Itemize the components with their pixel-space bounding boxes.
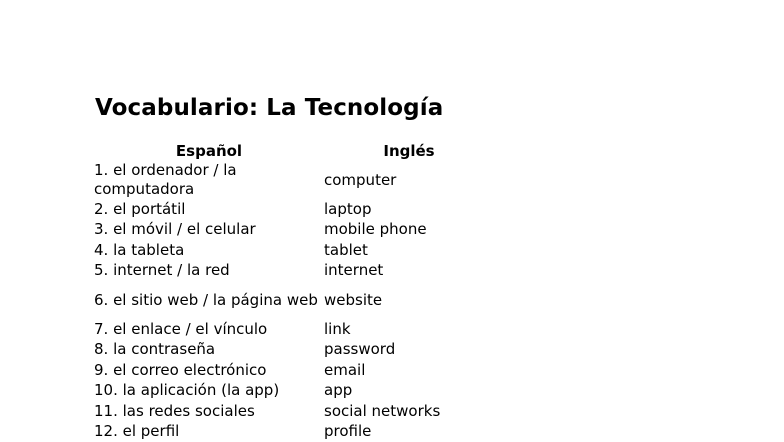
- table-row: [94, 319, 494, 340]
- english-term: tablet: [324, 240, 494, 261]
- english-term: computer: [324, 161, 494, 199]
- table-row: [94, 240, 494, 261]
- english-term: link: [324, 319, 494, 340]
- spanish-term: 7. el enlace / el vínculo: [94, 319, 324, 340]
- table-row: [94, 401, 494, 422]
- spanish-term: 9. el correo electrónico: [94, 360, 324, 381]
- spanish-term: 10. la aplicación (la app): [94, 381, 324, 402]
- table-row: [94, 199, 494, 220]
- table-row: [94, 340, 494, 361]
- header-english: Inglés: [324, 141, 494, 161]
- spanish-term: 8. la contraseña: [94, 340, 324, 361]
- table-row: [94, 161, 494, 199]
- table-row: [94, 281, 494, 319]
- english-term: mobile phone: [324, 220, 494, 241]
- spanish-term: 1. el ordenador / la computadora: [94, 161, 324, 199]
- english-term: email: [324, 360, 494, 381]
- english-term: laptop: [324, 199, 494, 220]
- table-row: [94, 220, 494, 241]
- spanish-term: 2. el portátil: [94, 199, 324, 220]
- spanish-term: 12. el perfil: [94, 422, 324, 442]
- english-term: password: [324, 340, 494, 361]
- spanish-term: 6. el sitio web / la página web: [94, 281, 324, 319]
- spanish-term: 5. internet / la red: [94, 261, 324, 282]
- english-term: profile: [324, 422, 494, 442]
- english-term: social networks: [324, 401, 494, 422]
- page-title: Vocabulario: La Tecnología: [95, 93, 443, 123]
- spanish-term: 3. el móvil / el celular: [94, 220, 324, 241]
- header-spanish: Español: [94, 141, 324, 161]
- table-row: [94, 381, 494, 402]
- spanish-term: 11. las redes sociales: [94, 401, 324, 422]
- english-term: internet: [324, 261, 494, 282]
- table-row: [94, 360, 494, 381]
- table-row: [94, 261, 494, 282]
- table-header-row: [94, 141, 494, 161]
- english-term: app: [324, 381, 494, 402]
- vocabulary-table: [94, 141, 494, 442]
- english-term: website: [324, 281, 494, 319]
- table-row: [94, 422, 494, 442]
- spanish-term: 4. la tableta: [94, 240, 324, 261]
